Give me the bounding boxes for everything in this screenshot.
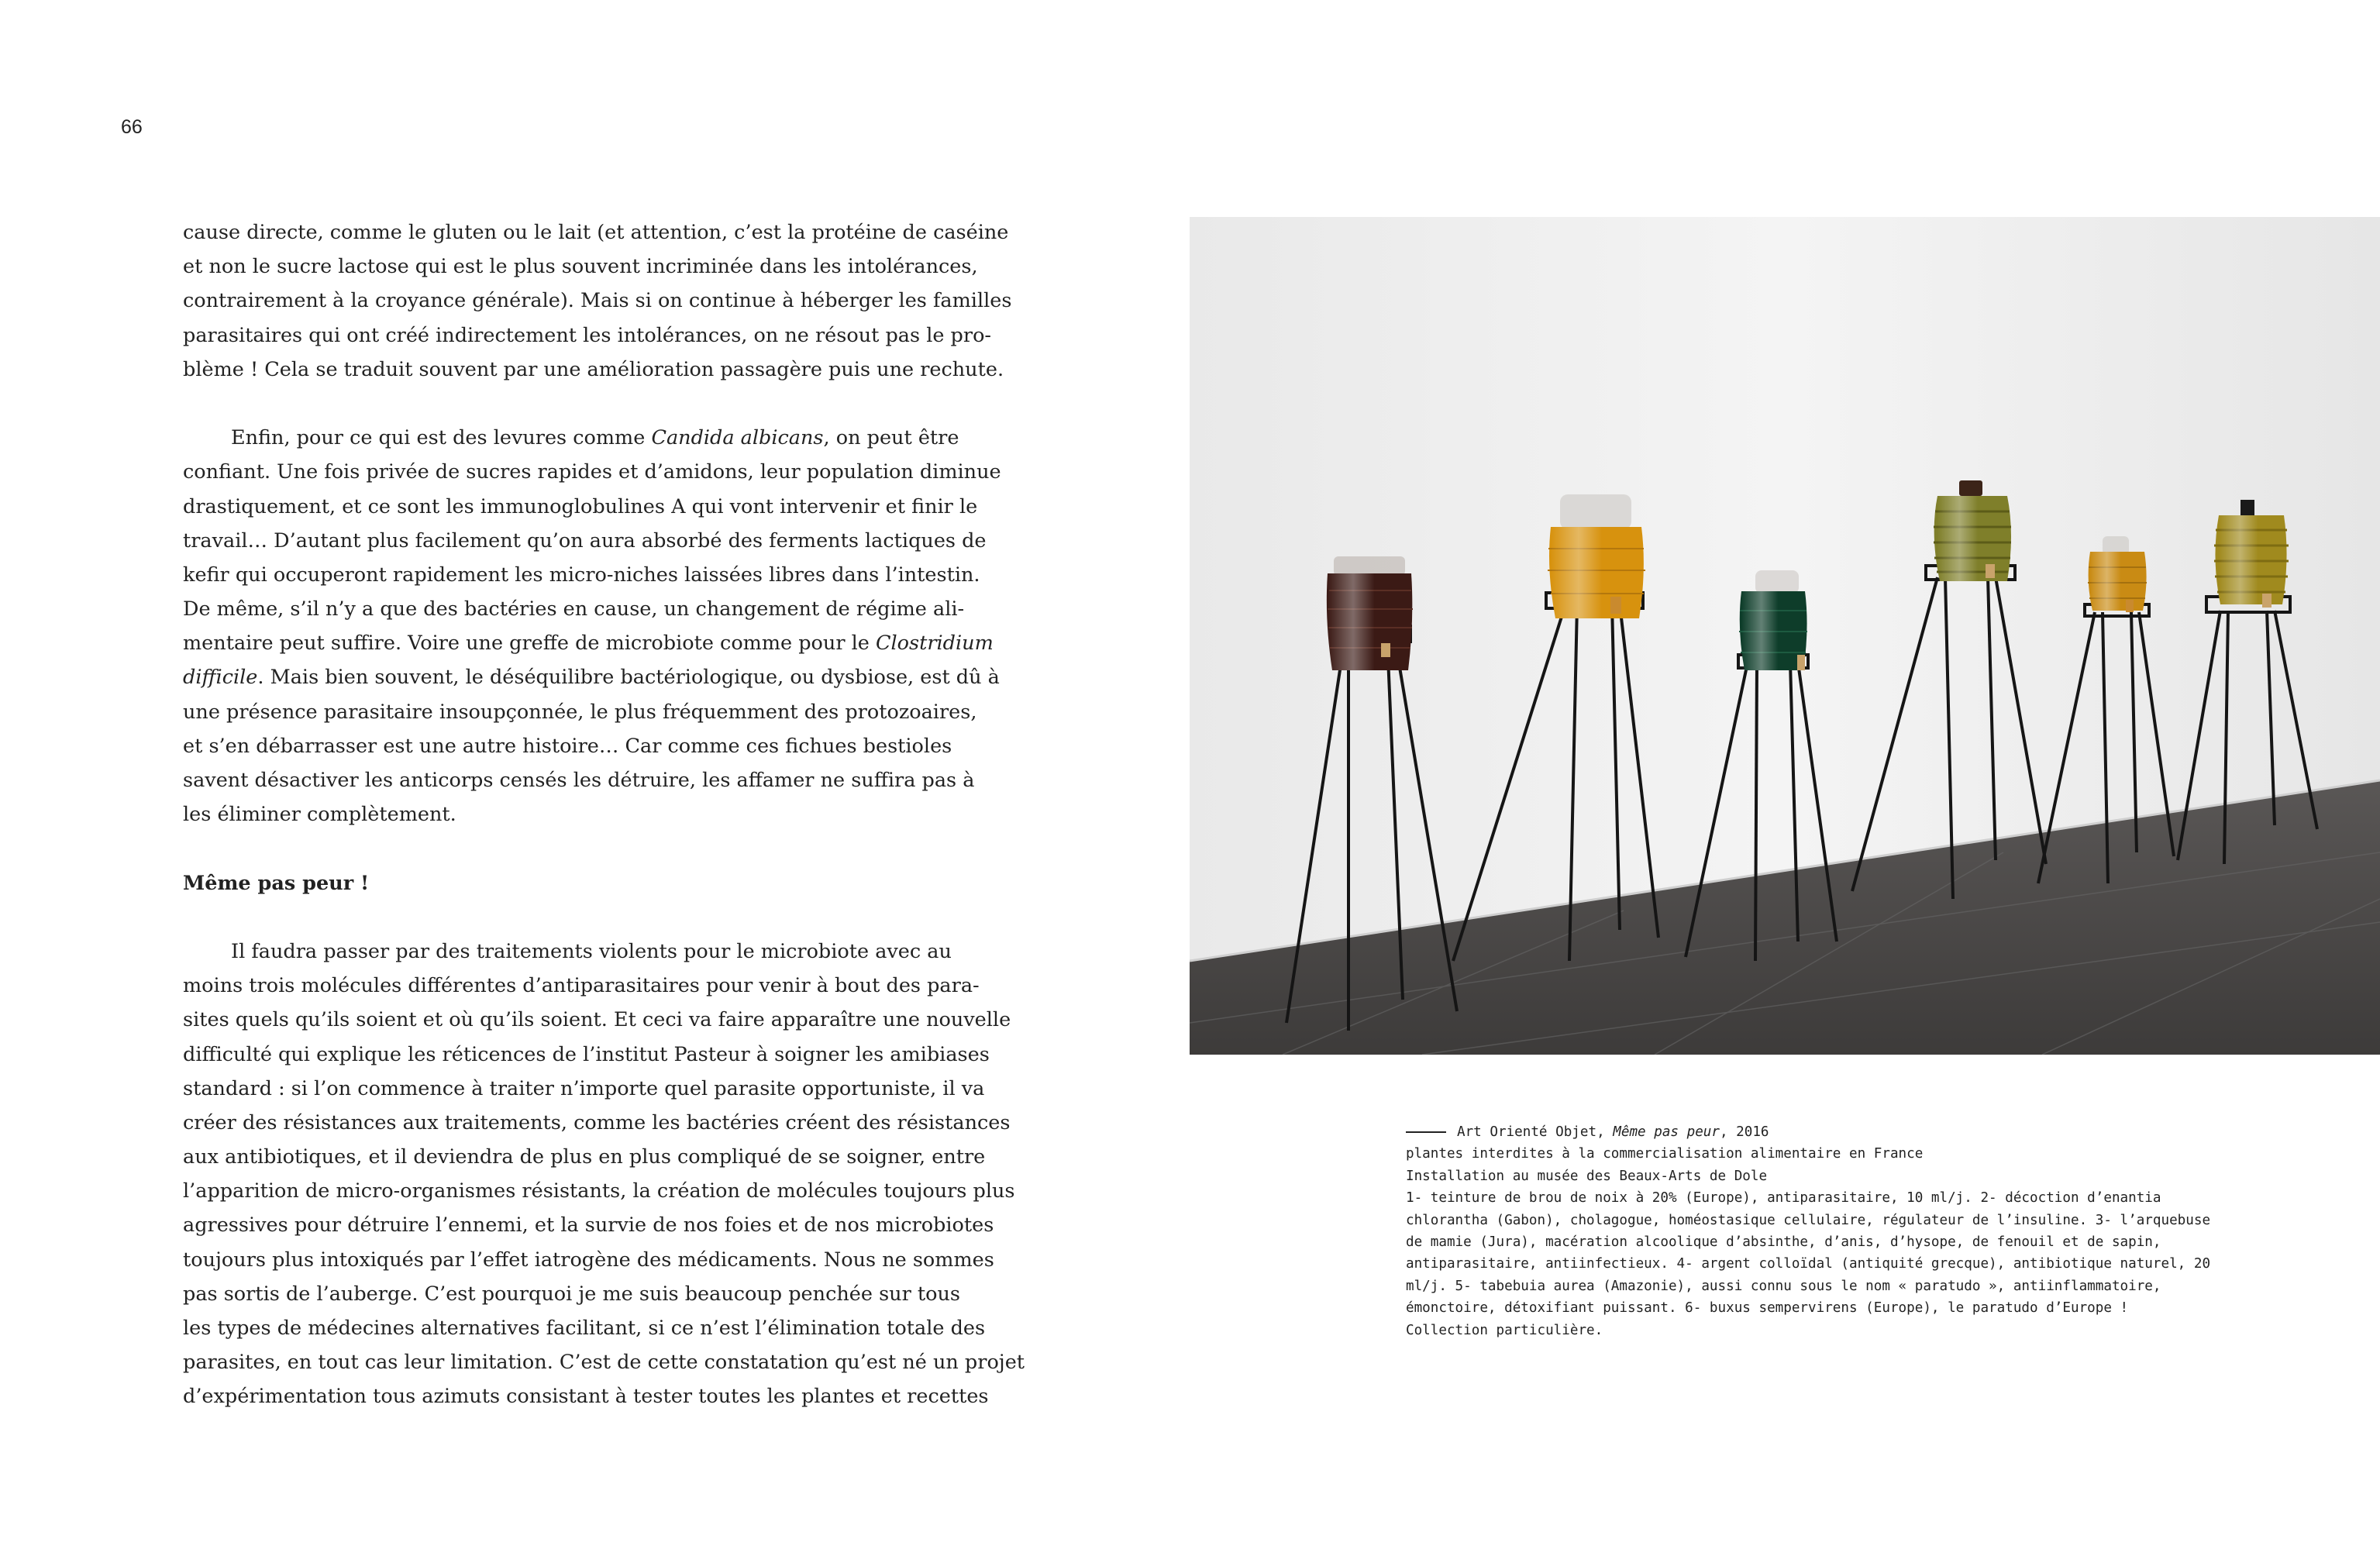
text-line: les éliminer complètement. (183, 803, 456, 827)
text-line: d’expérimentation tous azimuts consistant à tester toutes les plantes et recettes (183, 1385, 989, 1409)
text-line: cause directe, comme le gluten ou le lait (et attention, c’est la protéine de caséine (183, 221, 1009, 244)
text-line: et s’en débarrasser est une autre histoire… Car comme ces fichues bestioles (183, 734, 952, 758)
text-line: kefir qui occuperont rapidement les micro-niches laissées libres dans l’intestin. (183, 563, 980, 587)
text-run: Enfin, pour ce qui est des levures comme (231, 426, 652, 450)
text-run: mentaire peut suffire. Voire une greffe de microbiote comme pour le (183, 632, 876, 656)
installation-photo (1190, 217, 2380, 1055)
text-line: savent désactiver les anticorps censés les détruire, les affamer ne suffira pas à (183, 769, 975, 792)
text-line: parasites, en tout cas leur limitation. C’est de cette constatation qu’est né un projet (183, 1351, 1025, 1375)
caption-line: Installation au musée des Beaux-Arts de Dole (1406, 1168, 1768, 1184)
text-line: contrairement à la croyance générale). Mais si on continue à héberger les familles (183, 289, 1012, 313)
italic-term: Candida albicans (651, 426, 824, 450)
text-line: travail… D’autant plus facilement qu’on aura absorbé des ferments lactiques de (183, 528, 987, 553)
caption-line: ml/j. 5- tabebuia aurea (Amazonie), aussi connu sous le nom « paratudo », antiinflammatoire, (1406, 1278, 2161, 1294)
caption-line: Collection particulière. (1406, 1322, 1603, 1338)
text-line: drastiquement, et ce sont les immunoglobulines A qui vont intervenir et finir le (183, 494, 978, 518)
text-line: standard : si l’on commence à traiter n’importe quel parasite opportuniste, il va (183, 1076, 985, 1100)
text-line (183, 421, 959, 455)
caption-credit (1406, 1121, 2227, 1143)
caption-dash (1406, 1131, 1446, 1133)
caption-line: émonctoire, détoxifiant puissant. 6- buxus sempervirens (Europe), le paratudo d’Europe ! (1406, 1300, 2129, 1317)
section-heading: Même pas peur ! (183, 871, 370, 895)
text-line: créer des résistances aux traitements, comme les bactéries créent des résistances (183, 1110, 1011, 1134)
italic-term: Clostridium (875, 632, 994, 656)
text-line (183, 626, 994, 660)
text-line: sites quels qu’ils soient et où qu’ils soient. Et ceci va faire apparaître une nouvelle (183, 1008, 1011, 1032)
caption-title: Même pas peur (1613, 1124, 1720, 1140)
text-line: Il faudra passer par des traitements violents pour le microbiote avec au (231, 939, 952, 963)
caption-line: 1- teinture de brou de noix à 20% (Europe), antiparasitaire, 10 ml/j. 2- décoction d’enantia (1406, 1190, 2161, 1207)
italic-term: difficile (183, 666, 258, 690)
text-line: confiant. Une fois privée de sucres rapides et d’amidons, leur population diminue (183, 460, 1001, 484)
text-line (183, 660, 1000, 694)
caption-year: , 2016 (1719, 1124, 1769, 1140)
text-line: parasitaires qui ont créé indirectement les intolérances, on ne résout pas le pro- (183, 323, 992, 347)
text-line: toujours plus intoxiqués par l’effet iatrogène des médicaments. Nous ne sommes (183, 1248, 994, 1272)
text-line: difficulté qui explique les réticences de l’institut Pasteur à soigner les amibiases (183, 1042, 990, 1066)
text-line: et non le sucre lactose qui est le plus souvent incriminée dans les intolérances, (183, 255, 978, 279)
text-line: agressives pour détruire l’ennemi, et la survie de nos foies et de nos microbiotes (183, 1213, 994, 1238)
page-number: 66 (121, 116, 143, 138)
body-text (183, 215, 1025, 1414)
text-run: , on peut être (823, 426, 959, 450)
text-line: l’apparition de micro-organismes résistants, la création de molécules toujours plus (183, 1179, 1015, 1203)
text-line: moins trois molécules différentes d’antiparasitaires pour venir à bout des para- (183, 974, 980, 998)
caption-line: de mamie (Jura), macération alcoolique d’absinthe, d’anis, d’hysope, de fenouil et de sapin, (1406, 1234, 2161, 1251)
text-line: pas sortis de l’auberge. C’est pourquoi je me suis beaucoup penchée sur tous (183, 1282, 960, 1306)
text-run: . Mais bien souvent, le déséquilibre bactériologique, ou dysbiose, est dû à (257, 666, 1000, 690)
text-line: les types de médecines alternatives facilitant, si ce n’est l’élimination totale des (183, 1317, 986, 1340)
caption-line: plantes interdites à la commercialisation alimentaire en France (1406, 1146, 1924, 1162)
text-line: aux antibiotiques, et il deviendra de plus en plus compliqué de se soigner, entre (183, 1145, 986, 1169)
caption-line: chlorantha (Gabon), cholagogue, homéostasique cellulaire, régulateur de l’insuline. 3- l’arquebuse (1406, 1212, 2211, 1228)
caption-line: antiparasitaire, antiinfectieux. 4- argent colloïdal (antiquité grecque), antibiotique naturel, 20 (1406, 1256, 2211, 1272)
text-line: blème ! Cela se traduit souvent par une amélioration passagère puis une rechute. (183, 357, 1004, 381)
text-line: De même, s’il n’y a que des bactéries en cause, un changement de régime ali- (183, 597, 965, 621)
caption-artist: Art Orienté Objet, (1457, 1124, 1614, 1140)
photo-caption (1406, 1121, 2227, 1341)
text-line: une présence parasitaire insoupçonnée, le plus fréquemment des protozoaires, (183, 700, 977, 724)
